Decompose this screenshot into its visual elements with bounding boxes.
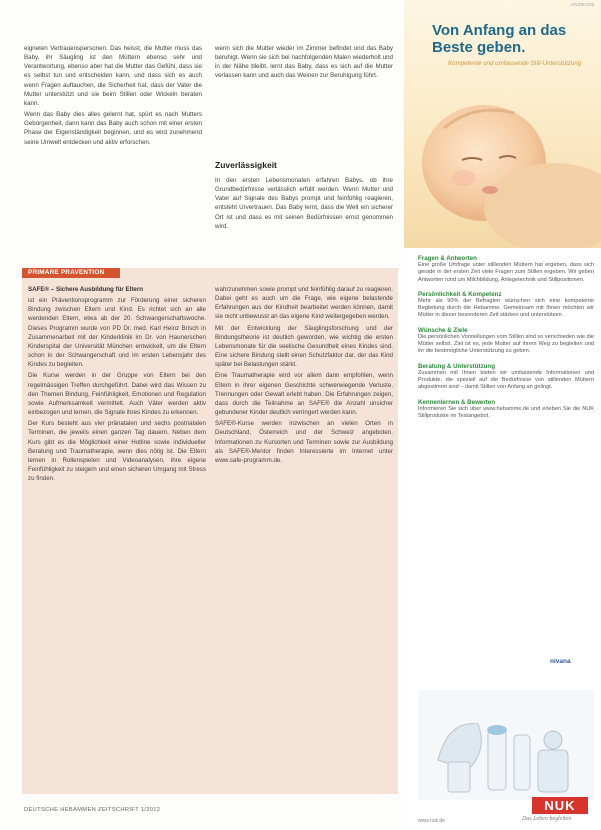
info-box-column-right — [215, 285, 393, 790]
baby-photo — [404, 68, 601, 248]
info-box-tag: PRIMARE PRAVENTION — [22, 268, 120, 278]
ad-section-text: Die persönlichen Vorstellungen vom Stillen sind so verschieden wie die Mütter selbst. Ziel ist es, jede Mutter auf ihrem Weg zu begleiten und ihr die bestmögliche Unterstützung zu geben. — [418, 333, 594, 355]
paragraph: wahrzunehmen sowie prompt und feinfühlig darauf zu reagieren. Dabei geht es auch um die Frage, wie eigene belastende Erfahrungen aus der Kindheit bearbeitet werden können, damit sie nicht unbewusst an das eigene Kind weitergegeben werden. — [215, 286, 393, 321]
ad-hero — [404, 0, 601, 248]
paragraph: eigneten Vertrauenspersonen. Das heisst, die Mutter muss das Baby, ihr Säugling ist den Müttern ebenso sehr und Verantwortung, ebenso aber hat die Mutter das Gefühl, dass sie es selbst tun und entscheiden kann, und dass sich es auch wenn Fragen auftauchen, die Sicherheit hat, dass der Vater die Mutter unterstützt und sie beim Stillen oder Wickeln beraten kann. — [24, 45, 202, 107]
ad-label: ANZEIGE — [570, 3, 595, 8]
product-photo — [418, 690, 594, 800]
article-column-left — [24, 44, 202, 244]
partner-logo: nivana — [550, 658, 571, 665]
ad-section-text: Zusammen mit Ihnen bieten wir umfassende Informationen und Produkte, die speziell auf die Bedürfnisse von stillenden Müttern abgestimmt sind – damit Stillen von Anfang an gelingt. — [418, 369, 594, 391]
ad-section-text: Informieren Sie sich über www.hebamme.de und erleben Sie die NUK Stillprodukte im Testangebot. — [418, 405, 594, 419]
paragraph: Mit der Entwicklung der Säuglingsforschung und der Bindungstheorie ist deutlich geworden, wie wichtig die ersten Lebensmonate für die seelische Gesundheit eines Kindes sind. Eine sichere Bindung stellt einen Schutzfaktor dar, der das Kind später bei Belastungen stärkt. — [215, 324, 393, 369]
paragraph: Eine Traumatherapie wird vor allem dann empfohlen, wenn Eltern in ihrer eigenen Geschichte schwerwiegende Verluste, Trennungen oder Gewalt erlebt haben. Die Erfahrungen zeigen, dass durch die Teilnahme an SAFE® die Anzahl unsicher gebundener Kinder deutlich verringert werden kann. — [215, 372, 393, 417]
info-box-column-left — [28, 285, 206, 790]
advertisement — [404, 0, 601, 830]
article-column-middle — [215, 44, 393, 149]
ad-section-title: Kennenlernen & Bewerten — [418, 398, 496, 406]
paragraph: Der Kurs besteht aus vier pränatalen und sechs postnatalen Terminen, die jeweils einen ganzen Tag dauern. Neben dem Kurs gibt es die Möglichkeit einer Hotline sowie individueller Beratung und Traumatherapie, wenn dies nötig ist. Die Eltern lernen in Rollenspielen und Videoanalysen, ihre eigene Feinfühligkeit zu steigern und einen sicheren Umgang mit Stress zu finden. — [28, 420, 206, 483]
ad-section-text: Eine große Umfrage unter stillenden Müttern hat ergeben, dass sich gerade in der ersten Zeit viele Fragen zum Stillen ergeben. Wir geben Antworten rund um Milchbildung, Anlegetechnik und Stillpositionen. — [418, 262, 594, 283]
page-footer: DEUTSCHE HEBAMMEN ZEITSCHRIFT 1/2012 — [24, 807, 161, 813]
paragraph: Die Kurse werden in der Gruppe von Eltern bei den regelmässigen Treffen durchgeführt. Dabei wird das Wissen zu den Themen Bindung, Feinfühligkeit, Emotionen und Regulation sowie Aufmerksamkeit vermittelt. Auch Väter werden aktiv einbezogen und lernen, die Signale ihres Kindes zu erkennen. — [28, 372, 206, 417]
paragraph: In den ersten Lebensmonaten erfahren Babys, ob ihre Grundbedürfnisse verlässlich erfüllt werden. Wenn Mutter und Vater auf Signale des Babys prompt und feinfühlig reagieren, entsteht Urvertrauen. Das Baby lernt, dass die Welt ein sicherer Ort ist und dass es mit seinen Bedürfnissen ernst genommen wird. — [215, 177, 393, 230]
ad-url: www.nuk.de — [418, 818, 445, 824]
ad-section-title: Fragen & Antworten — [418, 255, 477, 262]
ad-tagline: Kompetente und umfassende Still-Unterstützung — [448, 60, 582, 67]
article-column-middle-lower — [215, 176, 393, 260]
ad-section-text: Mehr als 90% der Befragten wünschen sich eine kompetente Begleitung durch die Hebamme. Gemeinsam mit Ihnen möchten wir Mütter in dieser besonderen Zeit stärken und unterstützen. — [418, 297, 594, 319]
ad-section-title: Wünsche & Ziele — [418, 326, 468, 334]
ad-section-title: Beratung & Unterstützung — [418, 362, 495, 370]
paragraph: SAFE®-Kurse werden inzwischen an vielen Orten in Deutschland, Österreich und der Schweiz angeboten. Informationen zu Kursorten und Terminen sowie zur Ausbildung als SAFE®-Mentor finden Interessierte im Internet unter www.safe-programm.de. — [215, 420, 393, 464]
ad-headline: Von Anfang an das Beste geben. — [432, 22, 567, 56]
ad-section-title: Persönlichkeit & Kompetenz — [418, 290, 502, 298]
info-box-lead: SAFE® – Sichere Ausbildung für Eltern — [28, 286, 144, 293]
brand-logo: NUK — [532, 797, 588, 814]
paragraph: wenn sich die Mutter wieder im Zimmer befindet und das Baby beruhigt. Wenn sie sich bei nachfolgenden Malen wiederholt und in der Nähe bleibt, lernt das Baby, dass es sich auf die Mutter verlassen kann und auch das Weinen zur Beruhigung führt. — [215, 45, 393, 80]
ad-body — [418, 255, 594, 420]
section-heading: Zuverlässigkeit — [215, 160, 277, 170]
paragraph: Wenn das Baby dies alles gelernt hat, spürt es nach Mutters Geborgenheit, dann kann das Baby auch schon mit einer ersten Phase der Eigenständigkeit beginnen, und es wird zunehmend seine Umwelt entdecken und aktiv erforschen. — [24, 111, 202, 146]
paragraph: ist ein Präventionsprogramm zur Förderung einer sicheren Bindung zwischen Eltern und Kind. Es richtet sich an alle werdenden Eltern, etwa ab der 20. Schwangerschaftswoche. Dieses Programm wurde von PD Dr. med. Karl Heinz Brisch in Zusammenarbeit mit der Kinderklinik im Dr. von Haunerschen Kinderspital der Universität München entwickelt, um die Eltern schon in der Schwangerschaft und im ersten Lebensjahr des Kindes zu begleiten. — [28, 297, 206, 369]
brand-slogan: Das Leben begleiten — [522, 816, 572, 822]
